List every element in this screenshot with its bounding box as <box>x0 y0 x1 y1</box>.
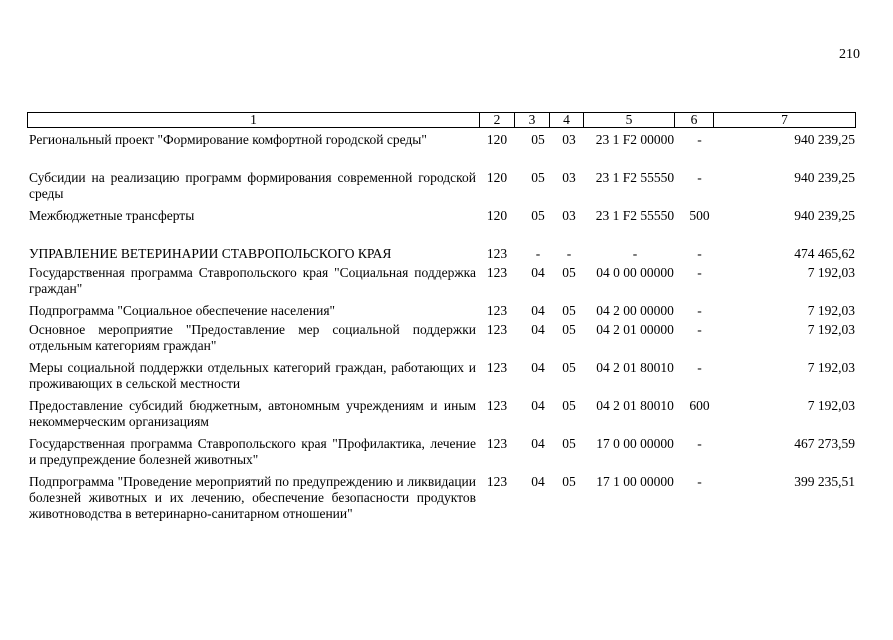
row-code-4: 05 <box>562 360 576 375</box>
row-code-2: 123 <box>486 322 508 337</box>
row-code-3: 04 <box>531 322 545 337</box>
row-code-2: 123 <box>486 265 508 280</box>
row-code-2: 120 <box>486 170 508 185</box>
row-name: Государственная программа Ставропольского края "Профилактика, лечение и предупреждение болезней животных" <box>29 436 476 467</box>
row-code-2: 123 <box>486 360 508 375</box>
row-code-5: 04 2 01 00000 <box>596 322 674 337</box>
row-code-4: 05 <box>562 398 576 413</box>
row-code-2: 123 <box>486 246 508 261</box>
row-name: Основное мероприятие "Предоставление мер социальной поддержки отдельным категориям граждан" <box>29 322 476 353</box>
row-amount: 7 192,03 <box>807 398 855 413</box>
row-amount: 7 192,03 <box>807 303 855 318</box>
row-name: Меры социальной поддержки отдельных категорий граждан, работающих и проживающих в сельской местности <box>29 360 476 391</box>
row-code-5: 04 2 01 80010 <box>596 360 674 375</box>
row-name: Предоставление субсидий бюджетным, автономным учреждениям и иным некоммерческим организациям <box>29 398 476 429</box>
row-name: Подпрограмма "Социальное обеспечение населения" <box>29 303 336 318</box>
row-code-4: 05 <box>562 265 576 280</box>
row-code-2: 120 <box>486 208 508 223</box>
row-code-4: 05 <box>562 322 576 337</box>
row-amount: 399 235,51 <box>794 474 855 489</box>
column-header-3: 3 <box>515 113 550 128</box>
page-number: 210 <box>839 47 860 62</box>
row-code-5: 17 1 00 00000 <box>596 474 674 489</box>
row-code-2: 123 <box>486 398 508 413</box>
row-code-4: 03 <box>562 208 576 223</box>
row-code-2: 123 <box>486 303 508 318</box>
row-code-5: 17 0 00 00000 <box>596 436 674 451</box>
row-amount: 940 239,25 <box>794 208 855 223</box>
column-header-table <box>27 112 856 128</box>
row-code-6: - <box>697 170 702 185</box>
row-code-6: - <box>697 436 702 451</box>
row-code-3: 04 <box>531 265 545 280</box>
row-name: Субсидии на реализацию программ формирования современной городской среды <box>29 170 476 201</box>
row-code-4: 05 <box>562 303 576 318</box>
row-code-3: 05 <box>531 208 545 223</box>
row-code-4: 05 <box>562 474 576 489</box>
column-header-7: 7 <box>714 113 856 128</box>
row-name: Государственная программа Ставропольского края "Социальная поддержка граждан" <box>29 265 476 296</box>
row-code-3: 05 <box>531 132 545 147</box>
row-name: Межбюджетные трансферты <box>29 208 195 223</box>
column-header-6: 6 <box>675 113 714 128</box>
row-code-2: 123 <box>486 436 508 451</box>
row-code-3: 04 <box>531 436 545 451</box>
row-code-3: 04 <box>531 360 545 375</box>
row-code-6: - <box>697 246 702 261</box>
row-name: Подпрограмма "Проведение мероприятий по предупреждению и ликвидации болезней животных и их лечению, обеспечение безопасности продуктов животноводства в ветеринарно-санитарном отношении" <box>29 474 476 521</box>
row-amount: 7 192,03 <box>807 265 855 280</box>
row-amount: 467 273,59 <box>794 436 855 451</box>
row-name: УПРАВЛЕНИЕ ВЕТЕРИНАРИИ СТАВРОПОЛЬСКОГО КРАЯ <box>29 246 392 261</box>
column-header-5: 5 <box>584 113 675 128</box>
row-code-6: - <box>697 360 702 375</box>
row-code-3: 04 <box>531 303 545 318</box>
row-code-2: 120 <box>486 132 508 147</box>
row-amount: 940 239,25 <box>794 132 855 147</box>
row-amount: 940 239,25 <box>794 170 855 185</box>
row-code-5: 04 2 00 00000 <box>596 303 674 318</box>
row-code-6: - <box>697 132 702 147</box>
row-code-5: 23 1 F2 55550 <box>595 170 675 185</box>
row-code-6: - <box>697 303 702 318</box>
row-name: Региональный проект "Формирование комфортной городской среды" <box>29 132 427 147</box>
row-amount: 7 192,03 <box>807 360 855 375</box>
row-amount: 7 192,03 <box>807 322 855 337</box>
row-code-2: 123 <box>486 474 508 489</box>
column-header-2: 2 <box>480 113 515 128</box>
row-code-4: 03 <box>562 170 576 185</box>
row-code-3: 05 <box>531 170 545 185</box>
row-code-6: - <box>697 322 702 337</box>
row-code-4: 03 <box>562 132 576 147</box>
row-code-6: 600 <box>689 398 710 413</box>
row-code-3: - <box>535 246 541 261</box>
row-code-3: 04 <box>531 474 545 489</box>
row-code-6: - <box>697 265 702 280</box>
row-amount: 474 465,62 <box>794 246 855 261</box>
row-code-5: 23 1 F2 00000 <box>595 132 675 147</box>
row-code-5: - <box>632 246 638 261</box>
row-code-3: 04 <box>531 398 545 413</box>
column-header-row <box>28 113 856 128</box>
row-code-4: - <box>566 246 572 261</box>
column-header-4: 4 <box>550 113 584 128</box>
row-code-6: 500 <box>689 208 710 223</box>
row-code-6: - <box>697 474 702 489</box>
row-code-5: 04 0 00 00000 <box>596 265 674 280</box>
row-code-5: 23 1 F2 55550 <box>595 208 675 223</box>
row-code-4: 05 <box>562 436 576 451</box>
row-code-5: 04 2 01 80010 <box>596 398 674 413</box>
column-header-1: 1 <box>28 113 480 128</box>
